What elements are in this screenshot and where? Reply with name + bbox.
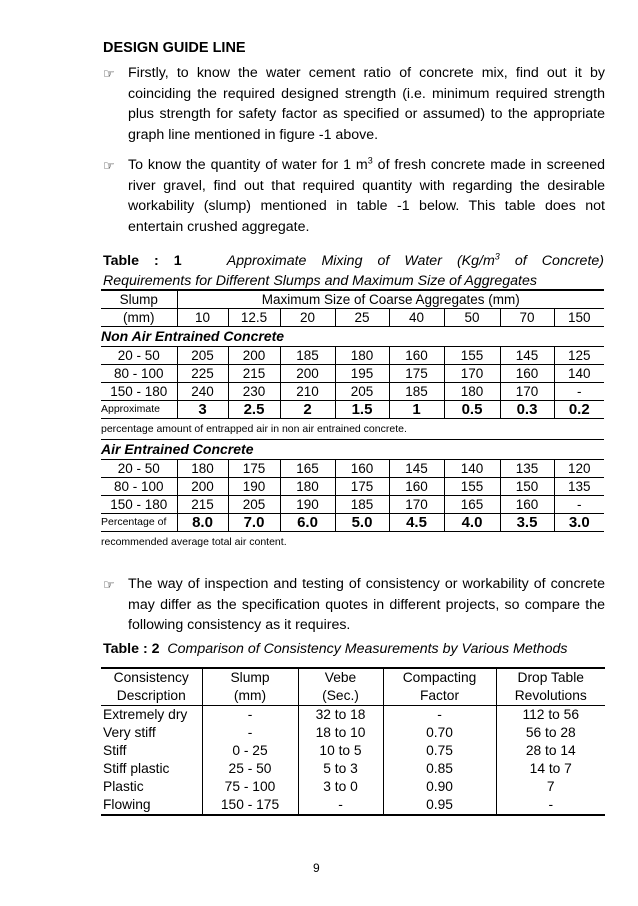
water-quantity-cell: 145 [389,460,444,478]
water-quantity-cell: 160 [389,478,444,496]
slump-range-cell: 20 - 50 [101,347,177,365]
row-label-cell: Plastic [101,778,202,796]
table-row [101,347,604,365]
value-cell: 0.70 [383,724,496,742]
aggregate-size-cell: 40 [389,309,444,327]
value-cell: 14 to 7 [496,760,605,778]
water-quantity-cell: 160 [500,496,554,514]
slump-range-cell: 150 - 180 [101,383,177,401]
air-content-cell: 1.5 [335,401,389,419]
section-heading: DESIGN GUIDE LINE [103,40,246,56]
header-row [101,668,605,687]
row-label-cell: Stiff plastic [101,760,202,778]
slump-range-cell: 80 - 100 [101,365,177,383]
table-row [101,401,604,419]
slump-range-cell: 150 - 180 [101,496,177,514]
table-row [101,365,604,383]
row-label-cell: Description [101,687,202,706]
water-quantity-cell: 185 [280,347,335,365]
slump-range-cell: 20 - 50 [101,460,177,478]
table2-consistency-comparison [101,667,605,816]
air-section-title: Air Entrained Concrete [101,440,604,460]
water-quantity-cell: 175 [389,365,444,383]
water-quantity-cell: 160 [389,347,444,365]
value-cell: 0.95 [383,796,496,815]
water-quantity-cell: 150 [500,478,554,496]
header-row [101,687,605,706]
water-quantity-cell: 185 [389,383,444,401]
air-content-cell: 6.0 [280,514,335,532]
water-quantity-cell: 180 [444,383,500,401]
pointing-hand-icon: ☞ [103,577,115,592]
table-row [101,496,604,514]
water-quantity-cell: 215 [177,496,228,514]
air-content-cell: 7.0 [228,514,280,532]
water-quantity-cell: 140 [554,365,604,383]
aggregate-size-cell: 150 [554,309,604,327]
water-quantity-cell: 240 [177,383,228,401]
table1-water-requirements [101,289,604,552]
water-quantity-cell: 135 [554,478,604,496]
row-label-cell: Stiff [101,742,202,760]
bullet-water-quantity [103,155,605,237]
air-content-cell: 8.0 [177,514,228,532]
slump-unit-header: (mm) [101,309,177,327]
value-cell: 0.85 [383,760,496,778]
value-cell: 18 to 10 [298,724,383,742]
water-quantity-cell: 205 [228,496,280,514]
bullet-consistency [103,574,605,636]
table-row [101,478,604,496]
slump-range-cell: 80 - 100 [101,478,177,496]
water-quantity-cell: 200 [280,365,335,383]
air-content-cell: 2.5 [228,401,280,419]
value-cell: - [202,706,298,725]
value-cell: 32 to 18 [298,706,383,725]
value-cell: Slump [202,668,298,687]
value-cell: 0 - 25 [202,742,298,760]
value-cell: 25 - 50 [202,760,298,778]
aggregate-size-cell: 20 [280,309,335,327]
air-content-cell: 4.0 [444,514,500,532]
table-note: percentage amount of entrapped air in non air entrained concrete. [101,423,407,435]
air-content-cell: 3 [177,401,228,419]
water-quantity-cell: 225 [177,365,228,383]
aggregate-size-cell: 50 [444,309,500,327]
water-quantity-cell: 145 [500,347,554,365]
table-row [101,724,605,742]
water-quantity-cell: 195 [335,365,389,383]
bullet-text: The way of inspection and testing of consistency or workability of concrete may differ as the specification quotes in different projects, so compare the following consistency as it requires. [128,576,605,633]
value-cell: 0.75 [383,742,496,760]
slump-header: Slump [101,290,177,309]
bullet-text: To know the quantity of water for 1 $m^3$ of fresh concrete made in screened river gravel, find out that required quantity with regarding the desirable workability (slump) mentioned in table -1 below. This table does not entertain crushed aggregate. [128,155,605,235]
water-quantity-cell: 190 [280,496,335,514]
water-quantity-cell: 170 [389,496,444,514]
water-quantity-cell: 200 [177,478,228,496]
value-cell: - [496,796,605,815]
air-content-label: Approximate [101,401,177,419]
row-label-cell: Flowing [101,796,202,815]
water-quantity-cell: 215 [228,365,280,383]
water-quantity-cell: 210 [280,383,335,401]
water-quantity-cell: 165 [444,496,500,514]
row-label-cell: Extremely dry [101,706,202,725]
water-quantity-cell: 180 [177,460,228,478]
value-cell: 10 to 5 [298,742,383,760]
water-quantity-cell: - [554,496,604,514]
water-quantity-cell: 200 [228,347,280,365]
air-content-cell: 3.5 [500,514,554,532]
aggregate-size-cell: 25 [335,309,389,327]
value-cell: Factor [383,687,496,706]
table-row [101,383,604,401]
water-quantity-cell: 155 [444,347,500,365]
row-label-cell: Consistency [101,668,202,687]
water-quantity-cell: 205 [177,347,228,365]
water-quantity-cell: 165 [280,460,335,478]
value-cell: 5 to 3 [298,760,383,778]
table1-caption: Table : 1 Approximate Mixing of Water ($Kg/m^3$ of Concrete) Requirements for Different Slumps and Maximum Size of Aggregates [103,251,604,289]
aggregate-size-cell: 10 [177,309,228,327]
water-quantity-cell: 170 [500,383,554,401]
water-quantity-cell: 205 [335,383,389,401]
value-cell: 7 [496,778,605,796]
table-row [101,706,605,725]
value-cell: (mm) [202,687,298,706]
pointing-hand-icon: ☞ [103,66,115,81]
value-cell: Compacting [383,668,496,687]
air-content-cell: 2 [280,401,335,419]
value-cell: Vebe [298,668,383,687]
value-cell: Revolutions [496,687,605,706]
bullet-water-cement-ratio [103,63,605,145]
bullet-text: Firstly, to know the water cement ratio of concrete mix, find out it by coinciding the required designed strength (i.e. minimum required strength plus strength for safety factor as specified or assumed) to the appropriate graph line mentioned in figure -1 above. [128,65,605,143]
value-cell: 3 to 0 [298,778,383,796]
row-label-cell: Very stiff [101,724,202,742]
air-content-cell: 3.0 [554,514,604,532]
value-cell: 75 - 100 [202,778,298,796]
water-quantity-cell: 230 [228,383,280,401]
value-cell: - [383,706,496,725]
water-quantity-cell: 125 [554,347,604,365]
water-quantity-cell: 160 [335,460,389,478]
non-air-section-title: Non Air Entrained Concrete [101,327,604,347]
value-cell: (Sec.) [298,687,383,706]
water-quantity-cell: 180 [335,347,389,365]
value-cell: 56 to 28 [496,724,605,742]
air-content-cell: 0.2 [554,401,604,419]
value-cell: Drop Table [496,668,605,687]
aggregate-size-header: Maximum Size of Coarse Aggregates (mm) [177,290,604,309]
table-row [101,778,605,796]
water-quantity-cell: 175 [335,478,389,496]
value-cell: 112 to 56 [496,706,605,725]
water-quantity-cell: 175 [228,460,280,478]
water-quantity-cell: 155 [444,478,500,496]
page-number: 9 [313,861,320,875]
water-quantity-cell: 185 [335,496,389,514]
air-content-cell: 4.5 [389,514,444,532]
water-quantity-cell: 190 [228,478,280,496]
aggregate-size-cell: 12.5 [228,309,280,327]
air-content-label: Percentage of [101,514,177,532]
air-content-cell: 5.0 [335,514,389,532]
air-content-cell: 0.5 [444,401,500,419]
value-cell: 0.90 [383,778,496,796]
air-content-cell: 0.3 [500,401,554,419]
value-cell: 28 to 14 [496,742,605,760]
table-row [101,760,605,778]
water-quantity-cell: 160 [500,365,554,383]
table-row [101,514,604,532]
water-quantity-cell: 180 [280,478,335,496]
table2-caption: Table : 2 Comparison of Consistency Measurements by Various Methods [103,641,568,657]
water-quantity-cell: 135 [500,460,554,478]
water-quantity-cell: 140 [444,460,500,478]
value-cell: - [202,724,298,742]
table-row [101,460,604,478]
aggregate-size-cell: 70 [500,309,554,327]
value-cell: 150 - 175 [202,796,298,815]
value-cell: - [298,796,383,815]
air-content-cell: 1 [389,401,444,419]
pointing-hand-icon: ☞ [103,158,115,173]
water-quantity-cell: - [554,383,604,401]
water-quantity-cell: 120 [554,460,604,478]
water-quantity-cell: 170 [444,365,500,383]
table-row [101,742,605,760]
table-note: recommended average total air content. [101,536,287,548]
table-row [101,796,605,815]
